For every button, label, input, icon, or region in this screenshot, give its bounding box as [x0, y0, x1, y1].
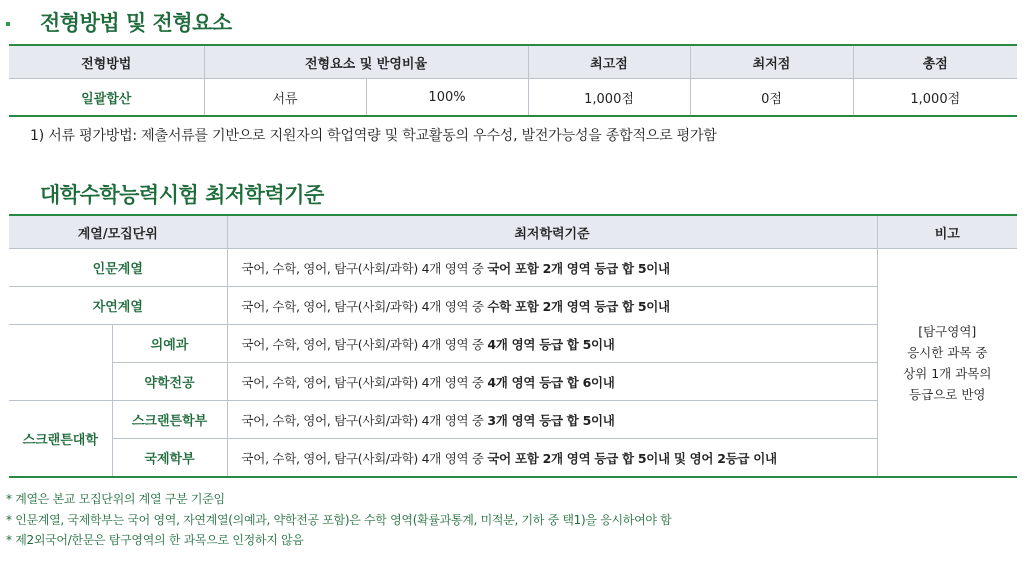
criteria-cell — [227, 325, 877, 363]
max-score-cell: 1,000점 — [528, 79, 690, 117]
group-cell-scranton: 스크랜튼대학 — [9, 401, 112, 478]
footnote: * 제2외국어/한문은 탐구영역의 한 과목으로 인정하지 않음 — [6, 533, 304, 547]
table-row — [9, 325, 1017, 363]
criteria-text: 국어, 수학, 영어, 탐구(사회/과학) 4개 영역 중 — [241, 412, 488, 428]
total-score-cell: 1,000점 — [853, 79, 1017, 117]
criteria-text: 국어, 수학, 영어, 탐구(사회/과학) 4개 영역 중 — [241, 298, 488, 314]
table-row — [9, 287, 1017, 325]
empty-group-cell — [9, 325, 112, 363]
unit-cell: 의예과 — [112, 325, 227, 363]
footnote: * 인문계열, 국제학부는 국어 영역, 자연계열(의예과, 약학전공 포함)은 수학 영역(확률과통계, 미적분, 기하 중 택1)을 응시하여야 함 — [6, 512, 672, 527]
table-row — [9, 79, 1017, 117]
section-title-csat-minimum: 대학수학능력시험 최저학력기준 — [40, 183, 324, 207]
footnotes — [6, 489, 671, 551]
criteria-bold: 국어 포함 2개 영역 등급 합 5이내 및 영어 2등급 이내 — [487, 450, 777, 466]
criteria-bold: 4개 영역 등급 합 6이내 — [487, 374, 615, 390]
criteria-bold: 국어 포함 2개 영역 등급 합 5이내 — [487, 260, 670, 276]
remark-line: 상위 1개 과목의 — [903, 365, 992, 381]
header-method: 전형방법 — [9, 45, 204, 79]
criteria-text: 국어, 수학, 영어, 탐구(사회/과학) 4개 영역 중 — [241, 336, 488, 352]
criteria-text: 국어, 수학, 영어, 탐구(사회/과학) 4개 영역 중 — [241, 450, 488, 466]
admission-method-table — [9, 44, 1017, 117]
footnote: * 계열은 본교 모집단위의 계열 구분 기준임 — [6, 492, 225, 506]
empty-group-cell — [9, 363, 112, 401]
table-header-row — [9, 45, 1017, 79]
element-cell: 서류 — [204, 79, 366, 117]
remark-line: [탐구영역] — [918, 323, 977, 339]
remark-line: 등급으로 반영 — [909, 386, 986, 402]
ratio-cell: 100% — [366, 79, 528, 117]
criteria-cell — [227, 439, 877, 478]
unit-cell: 스크랜튼학부 — [112, 401, 227, 439]
criteria-bold: 3개 영역 등급 합 5이내 — [487, 412, 615, 428]
remark-line: 응시한 과목 중 — [907, 344, 988, 360]
unit-cell: 국제학부 — [112, 439, 227, 478]
header-max: 최고점 — [528, 45, 690, 79]
method-cell: 일괄합산 — [9, 79, 204, 117]
criteria-text: 국어, 수학, 영어, 탐구(사회/과학) 4개 영역 중 — [241, 260, 488, 276]
criteria-cell — [227, 363, 877, 401]
criteria-bold: 4개 영역 등급 합 5이내 — [487, 336, 615, 352]
heading-bullet — [6, 22, 10, 26]
evaluation-note: 1) 서류 평가방법: 제출서류를 기반으로 지원자의 학업역량 및 학교활동의 우수성, 발전가능성을 종합적으로 평가함 — [30, 128, 717, 144]
header-remark: 비고 — [877, 215, 1017, 249]
criteria-bold: 수학 포함 2개 영역 등급 합 5이내 — [487, 298, 670, 314]
criteria-cell — [227, 287, 877, 325]
header-total: 총점 — [853, 45, 1017, 79]
header-element-ratio: 전형요소 및 반영비율 — [204, 45, 528, 79]
criteria-cell — [227, 401, 877, 439]
remark-cell — [877, 249, 1017, 478]
table-row — [9, 363, 1017, 401]
unit-cell: 인문계열 — [9, 249, 227, 287]
csat-minimum-table — [9, 214, 1017, 478]
criteria-text: 국어, 수학, 영어, 탐구(사회/과학) 4개 영역 중 — [241, 374, 488, 390]
unit-cell: 약학전공 — [112, 363, 227, 401]
table-row — [9, 401, 1017, 439]
header-unit: 계열/모집단위 — [9, 215, 227, 249]
section-title-admission-method: 전형방법 및 전형요소 — [40, 11, 232, 35]
min-score-cell: 0점 — [690, 79, 853, 117]
criteria-cell — [227, 249, 877, 287]
table-header-row — [9, 215, 1017, 249]
header-min: 최저점 — [690, 45, 853, 79]
header-criteria: 최저학력기준 — [227, 215, 877, 249]
unit-cell: 자연계열 — [9, 287, 227, 325]
table-row — [9, 249, 1017, 287]
table-row — [9, 439, 1017, 478]
